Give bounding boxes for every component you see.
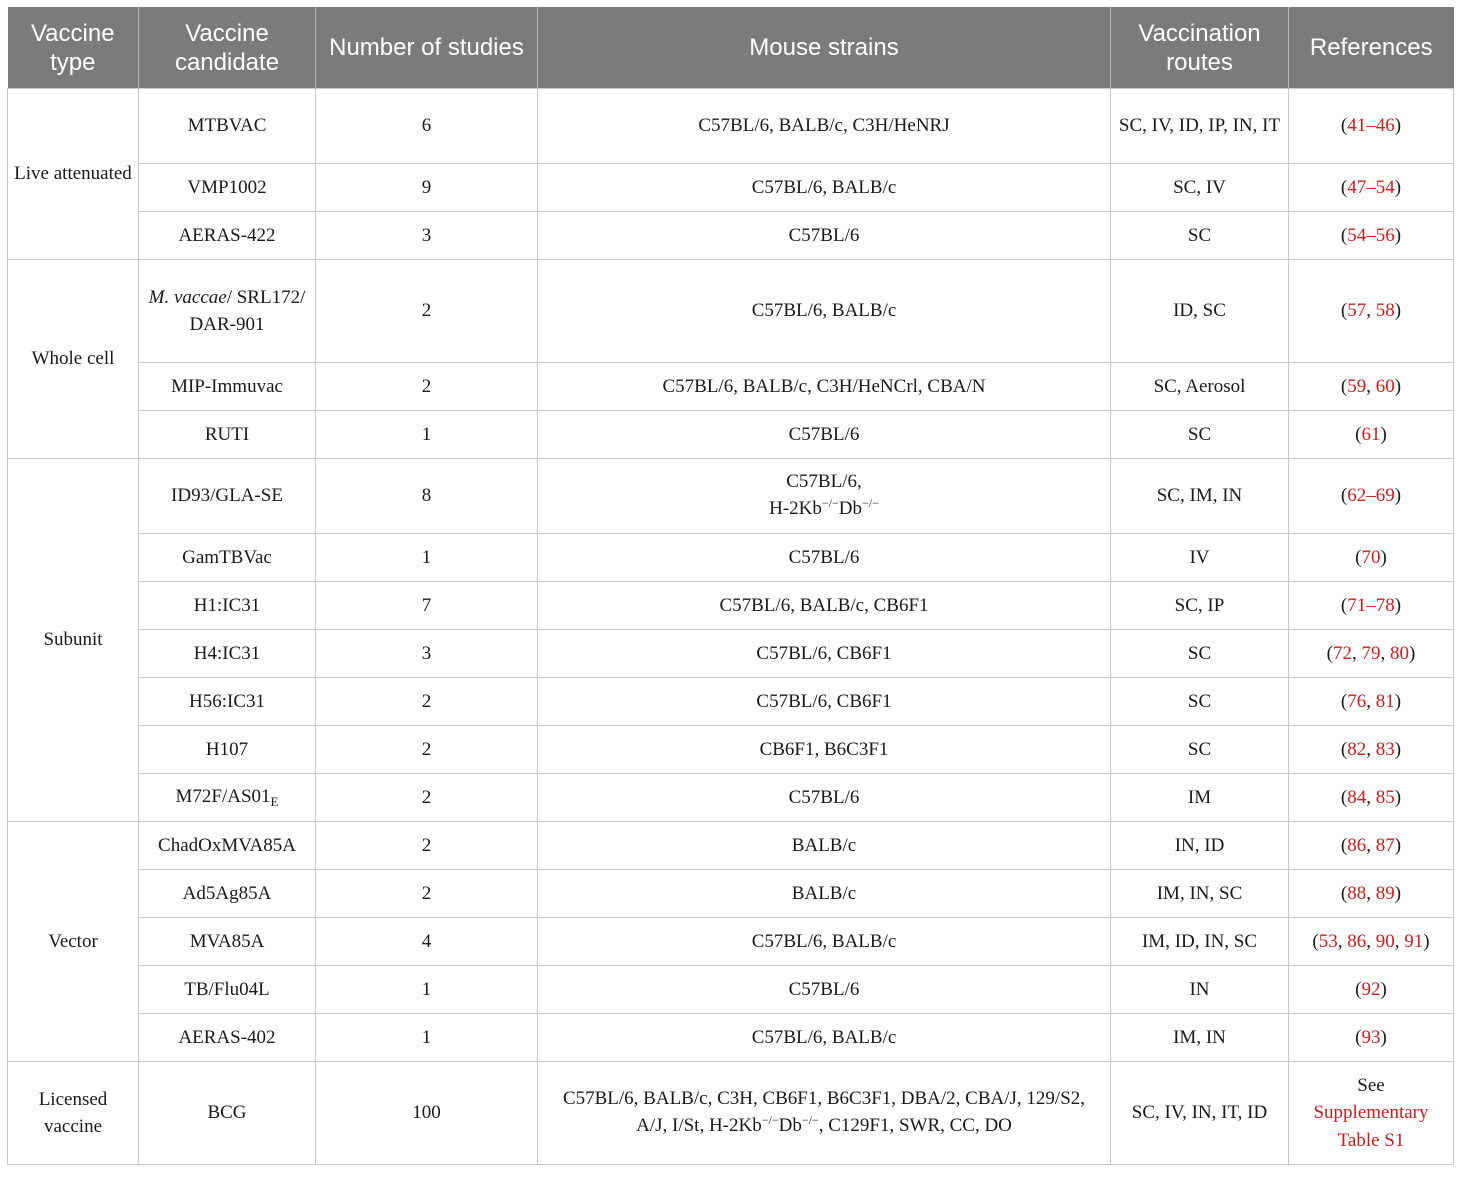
reference-link[interactable]: 53 <box>1318 930 1338 952</box>
strains-cell: C57BL/6 <box>538 966 1111 1014</box>
candidate-cell: VMP1002 <box>139 164 316 212</box>
header-number-of-studies: Number of studies <box>316 7 538 89</box>
header-vaccine-candidate: Vaccine candidate <box>139 7 316 89</box>
table-row <box>8 363 1454 411</box>
table-row <box>8 260 1454 363</box>
routes-cell: SC <box>1111 411 1289 459</box>
table-row <box>8 726 1454 774</box>
strains-line2b: Db <box>778 1115 802 1136</box>
references-cell: (47–54) <box>1289 164 1454 212</box>
strains-cell: CB6F1, B6C3F1 <box>538 726 1111 774</box>
strains-cell: BALB/c <box>538 822 1111 870</box>
references-cell: (84, 85) <box>1289 774 1454 822</box>
routes-cell: SC <box>1111 678 1289 726</box>
references-cell: (53, 86, 90, 91) <box>1289 918 1454 966</box>
reference-link[interactable]: 70 <box>1361 546 1381 568</box>
table-row <box>8 918 1454 966</box>
candidate-cell: MIP-Immuvac <box>139 363 316 411</box>
reference-link[interactable]: 82 <box>1347 738 1367 760</box>
see-label: See <box>1357 1074 1385 1096</box>
studies-cell: 7 <box>316 582 538 630</box>
references-cell: (54–56) <box>1289 212 1454 260</box>
table-row <box>8 411 1454 459</box>
routes-cell: IM <box>1111 774 1289 822</box>
studies-cell: 9 <box>316 164 538 212</box>
strains-line2c: , C129F1, SWR, CC, DO <box>818 1115 1012 1136</box>
references-cell: (93) <box>1289 1014 1454 1062</box>
strains-cell: C57BL/6 <box>538 774 1111 822</box>
routes-cell: SC, IM, IN <box>1111 459 1289 534</box>
table-row <box>8 822 1454 870</box>
table-row <box>8 582 1454 630</box>
references-cell: (86, 87) <box>1289 822 1454 870</box>
reference-link[interactable]: 85 <box>1375 786 1395 808</box>
routes-cell: SC, IP <box>1111 582 1289 630</box>
routes-cell: IV <box>1111 534 1289 582</box>
references-cell <box>1289 1062 1454 1165</box>
candidate-base: M72F/AS01 <box>175 786 271 808</box>
reference-link[interactable]: 60 <box>1375 375 1395 397</box>
vaccine-table <box>7 7 1454 1165</box>
studies-cell: 2 <box>316 363 538 411</box>
candidate-cell: TB/Flu04L <box>139 966 316 1014</box>
header-mouse-strains: Mouse strains <box>538 7 1111 89</box>
candidate-cell: MVA85A <box>139 918 316 966</box>
routes-cell: IN <box>1111 966 1289 1014</box>
studies-cell: 2 <box>316 678 538 726</box>
header-row <box>8 7 1454 89</box>
reference-link[interactable]: 89 <box>1375 882 1395 904</box>
reference-link[interactable]: 41–46 <box>1347 115 1395 137</box>
reference-link[interactable]: 83 <box>1375 738 1395 760</box>
reference-link[interactable]: 93 <box>1361 1026 1381 1048</box>
references-cell: (57, 58) <box>1289 260 1454 363</box>
reference-link[interactable]: 57 <box>1347 300 1367 322</box>
references-cell: (88, 89) <box>1289 870 1454 918</box>
references-cell: (72, 79, 80) <box>1289 630 1454 678</box>
references-cell: (41–46) <box>1289 89 1454 164</box>
references-cell: (71–78) <box>1289 582 1454 630</box>
candidate-italic: M. vaccae <box>148 286 227 308</box>
references-cell: (70) <box>1289 534 1454 582</box>
candidate-cell: ChadOxMVA85A <box>139 822 316 870</box>
studies-cell: 100 <box>316 1062 538 1165</box>
studies-cell: 6 <box>316 89 538 164</box>
studies-cell: 1 <box>316 411 538 459</box>
table-row <box>8 1062 1454 1165</box>
table-row <box>8 630 1454 678</box>
reference-link[interactable]: 58 <box>1375 300 1395 322</box>
reference-link[interactable]: 72 <box>1333 642 1352 664</box>
table-row <box>8 678 1454 726</box>
header-references: References <box>1289 7 1454 89</box>
studies-cell: 1 <box>316 1014 538 1062</box>
candidate-cell: H4:IC31 <box>139 630 316 678</box>
reference-link[interactable]: 81 <box>1375 690 1395 712</box>
candidate-rest: / SRL172/ DAR-901 <box>189 286 306 335</box>
reference-link[interactable]: 86 <box>1347 930 1367 952</box>
routes-cell: SC, IV, IN, IT, ID <box>1111 1062 1289 1165</box>
references-cell: (92) <box>1289 966 1454 1014</box>
reference-link[interactable]: 59 <box>1347 375 1367 397</box>
reference-link[interactable]: 80 <box>1390 642 1409 664</box>
routes-cell: SC, IV <box>1111 164 1289 212</box>
candidate-subscript: E <box>270 794 279 810</box>
supplementary-table-link[interactable]: Supplementary Table S1 <box>1313 1102 1429 1151</box>
table-row <box>8 966 1454 1014</box>
candidate-cell: Ad5Ag85A <box>139 870 316 918</box>
routes-cell: SC <box>1111 726 1289 774</box>
group-live-attenuated: Live attenuated <box>8 89 139 260</box>
routes-cell: ID, SC <box>1111 260 1289 363</box>
candidate-cell: H56:IC31 <box>139 678 316 726</box>
candidate-cell: AERAS-422 <box>139 212 316 260</box>
table-row <box>8 212 1454 260</box>
strains-cell: C57BL/6 <box>538 411 1111 459</box>
table-row <box>8 459 1454 534</box>
routes-cell: SC <box>1111 212 1289 260</box>
studies-cell: 8 <box>316 459 538 534</box>
table-row <box>8 89 1454 164</box>
reference-link[interactable]: 86 <box>1347 834 1367 856</box>
candidate-cell <box>139 260 316 363</box>
references-cell: (61) <box>1289 411 1454 459</box>
reference-link[interactable]: 84 <box>1347 786 1367 808</box>
strains-cell: C57BL/6 <box>538 212 1111 260</box>
routes-cell: IM, ID, IN, SC <box>1111 918 1289 966</box>
table-row <box>8 164 1454 212</box>
strains-sup: −/− <box>761 1113 779 1127</box>
group-subunit: Subunit <box>8 459 139 822</box>
strains-mid: Db <box>838 498 862 519</box>
strains-line2a: A/J, I/St, H-2Kb <box>636 1115 762 1136</box>
routes-cell: IM, IN <box>1111 1014 1289 1062</box>
studies-cell: 1 <box>316 966 538 1014</box>
strains-line1: C57BL/6, BALB/c, C3H, CB6F1, B6C3F1, DBA/2, CBA/J, 129/S2, <box>562 1087 1086 1109</box>
studies-cell: 2 <box>316 774 538 822</box>
references-cell: (59, 60) <box>1289 363 1454 411</box>
routes-cell: SC, IV, ID, IP, IN, IT <box>1111 89 1289 164</box>
studies-cell: 3 <box>316 212 538 260</box>
strains-cell <box>538 1062 1111 1165</box>
strains-cell: C57BL/6, BALB/c <box>538 260 1111 363</box>
strains-sup: −/− <box>801 1113 819 1127</box>
table-row <box>8 534 1454 582</box>
studies-cell: 2 <box>316 260 538 363</box>
reference-link[interactable]: 92 <box>1361 978 1381 1000</box>
group-vector: Vector <box>8 822 139 1062</box>
reference-link[interactable]: 90 <box>1375 930 1395 952</box>
table-row <box>8 1014 1454 1062</box>
candidate-cell: H1:IC31 <box>139 582 316 630</box>
routes-cell: IN, ID <box>1111 822 1289 870</box>
strains-cell: C57BL/6, BALB/c <box>538 1014 1111 1062</box>
strains-cell: C57BL/6, CB6F1 <box>538 678 1111 726</box>
reference-link[interactable]: 91 <box>1404 930 1424 952</box>
table-row <box>8 870 1454 918</box>
routes-cell: IM, IN, SC <box>1111 870 1289 918</box>
header-vaccine-type: Vaccine type <box>8 7 139 89</box>
strains-cell: C57BL/6, BALB/c, C3H/HeNRJ <box>538 89 1111 164</box>
table-row <box>8 774 1454 822</box>
reference-link[interactable]: 88 <box>1347 882 1367 904</box>
header-vaccination-routes: Vaccination routes <box>1111 7 1289 89</box>
group-licensed-vaccine: Licensed vaccine <box>8 1062 139 1165</box>
strains-cell: C57BL/6, CB6F1 <box>538 630 1111 678</box>
strains-cell: C57BL/6, BALB/c <box>538 164 1111 212</box>
routes-cell: SC, Aerosol <box>1111 363 1289 411</box>
reference-link[interactable]: 54–56 <box>1347 224 1395 246</box>
studies-cell: 1 <box>316 534 538 582</box>
strains-sup: −/− <box>862 496 879 510</box>
strains-cell <box>538 459 1111 534</box>
candidate-cell: H107 <box>139 726 316 774</box>
studies-cell: 2 <box>316 726 538 774</box>
studies-cell: 2 <box>316 822 538 870</box>
strains-cell: C57BL/6, BALB/c, CB6F1 <box>538 582 1111 630</box>
candidate-cell: GamTBVac <box>139 534 316 582</box>
candidate-cell: BCG <box>139 1062 316 1165</box>
reference-link[interactable]: 76 <box>1347 690 1367 712</box>
reference-link[interactable]: 87 <box>1375 834 1395 856</box>
candidate-cell: ID93/GLA-SE <box>139 459 316 534</box>
studies-cell: 4 <box>316 918 538 966</box>
studies-cell: 2 <box>316 870 538 918</box>
strains-line1: C57BL/6, <box>786 470 862 492</box>
references-cell: (76, 81) <box>1289 678 1454 726</box>
routes-cell: SC <box>1111 630 1289 678</box>
reference-link[interactable]: 61 <box>1361 423 1381 445</box>
strains-cell: C57BL/6, BALB/c, C3H/HeNCrl, CBA/N <box>538 363 1111 411</box>
strains-cell: BALB/c <box>538 870 1111 918</box>
reference-link[interactable]: 47–54 <box>1347 176 1395 198</box>
studies-cell: 3 <box>316 630 538 678</box>
reference-link[interactable]: 62–69 <box>1347 485 1395 507</box>
reference-link[interactable]: 79 <box>1361 642 1381 664</box>
group-whole-cell: Whole cell <box>8 260 139 459</box>
strains-cell: C57BL/6, BALB/c <box>538 918 1111 966</box>
reference-link[interactable]: 71–78 <box>1347 594 1395 616</box>
strains-base: H-2Kb <box>769 498 822 519</box>
candidate-cell: MTBVAC <box>139 89 316 164</box>
references-cell: (82, 83) <box>1289 726 1454 774</box>
candidate-cell: RUTI <box>139 411 316 459</box>
strains-sup: −/− <box>821 496 839 510</box>
candidate-cell <box>139 774 316 822</box>
candidate-cell: AERAS-402 <box>139 1014 316 1062</box>
references-cell: (62–69) <box>1289 459 1454 534</box>
strains-cell: C57BL/6 <box>538 534 1111 582</box>
